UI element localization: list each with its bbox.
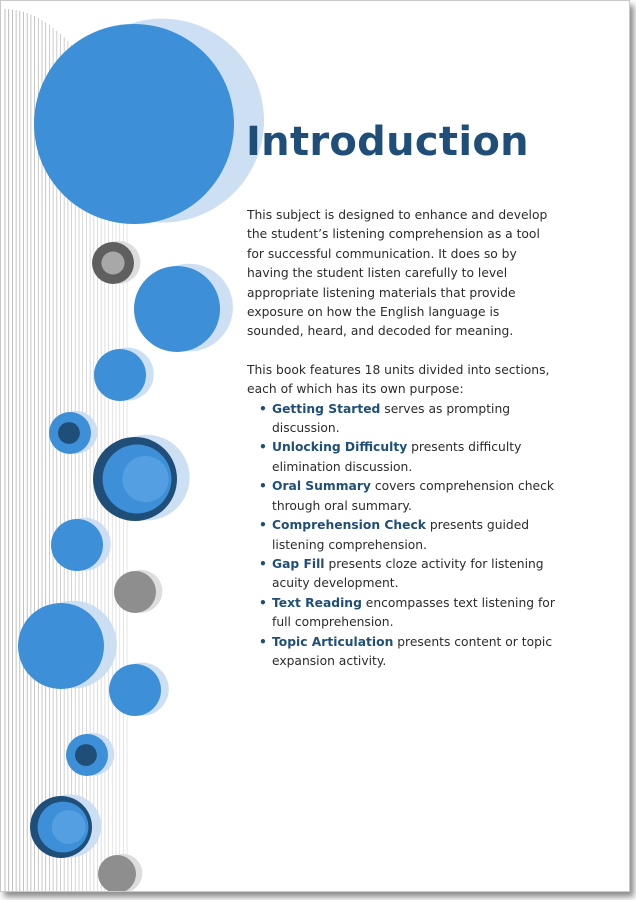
intro-paragraph: This subject is designed to enhance and develop the student’s listening comprehension as a tool for successful communication. It does so by having the student listen carefully to level appropriate listening materials that provide exposure on how the English language is sounded, heard, and decoded for meaning.: [247, 208, 548, 339]
bullet-icon: •: [259, 401, 267, 416]
bullet-icon: •: [259, 479, 267, 494]
feature-description: presents difficulty elimination discussion.: [272, 440, 522, 474]
circle-gray-inner: [101, 251, 124, 274]
feature-term: Topic Articulation: [272, 634, 394, 649]
feature-description: encompasses text listening for full comprehension.: [272, 595, 555, 630]
circle-blue: [34, 24, 234, 224]
list-item: [247, 477, 557, 516]
feature-description: serves as prompting discussion.: [272, 401, 511, 436]
bullet-icon: •: [259, 556, 267, 571]
circle-group: [18, 19, 264, 891]
list-item: [247, 438, 557, 477]
feature-description: presents guided listening comprehension.: [272, 518, 530, 552]
list-item: [247, 555, 557, 594]
circle-blue: [18, 603, 104, 689]
page-title: Introduction: [246, 119, 529, 165]
list-item: [247, 400, 557, 439]
list-item: [247, 516, 557, 555]
circle-blue: [134, 266, 220, 352]
circle-highlight: [122, 456, 168, 502]
bullet-icon: •: [259, 518, 267, 533]
list-item: [247, 633, 557, 672]
feature-list: [247, 400, 557, 672]
bullet-icon: •: [259, 440, 267, 455]
circle-gray: [114, 571, 156, 613]
feature-description: presents cloze activity for listening acuity development.: [272, 556, 544, 591]
body-content: [247, 206, 557, 671]
circle-blue: [51, 519, 103, 571]
circle-dark-core: [58, 422, 80, 444]
feature-term: Unlocking Difficulty: [272, 440, 408, 455]
feature-term: Oral Summary: [272, 479, 371, 494]
feature-description: presents content or topic expansion activity.: [272, 634, 553, 668]
bullet-icon: •: [259, 595, 267, 610]
circle-highlight: [52, 810, 86, 844]
bullet-icon: •: [259, 634, 267, 649]
features-intro: This book features 18 units divided into sections, each of which has its own purpose:: [247, 362, 550, 397]
feature-term: Gap Fill: [272, 556, 325, 571]
list-item: [247, 594, 557, 633]
circle-blue: [109, 664, 161, 716]
circle-dark-core: [75, 744, 97, 766]
feature-description: covers comprehension check through oral summary.: [272, 479, 554, 513]
feature-term: Comprehension Check: [272, 518, 426, 533]
circle-blue: [94, 349, 146, 401]
feature-term: Text Reading: [272, 595, 362, 610]
feature-term: Getting Started: [272, 401, 381, 416]
